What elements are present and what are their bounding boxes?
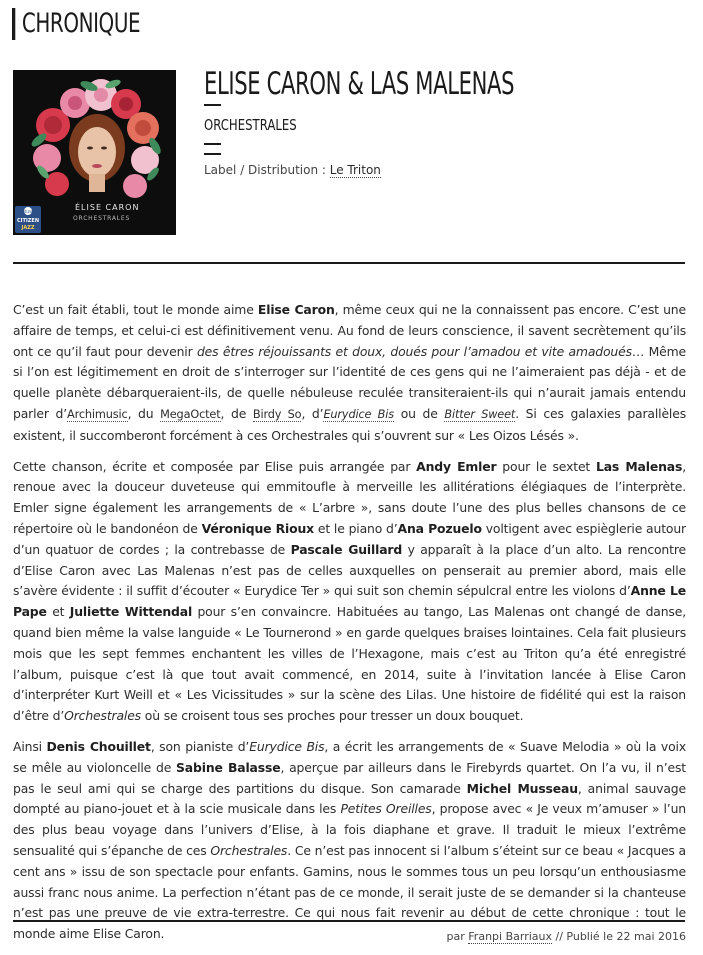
text-run: , du: [127, 405, 161, 421]
band-name-italic: Eurydice Bis: [249, 738, 325, 754]
musician-name: Andy Emler: [416, 458, 497, 474]
text-run: , même ceux qui ne la connaissent pas encore. C’est une affaire de temps, et celui-ci est définitivement venu. Au fond de leurs conscience, il savent secrètement qu’ils ont ce qu’il faut pour devenir: [13, 302, 686, 359]
album-subtitle: ORCHESTRALES: [204, 116, 297, 134]
text-run: . Si ces galaxies parallèles existent, il succomberont forcément à ces Orchestrales qui s’ouvrent sur « Les Oizos Lésés ».: [13, 405, 686, 443]
badge-bottom-text: JAZZ: [21, 225, 35, 231]
text-run: et le piano d’: [314, 520, 398, 536]
musician-name: Denis Chouillet: [46, 738, 151, 754]
quote-italic: des êtres réjouissants et doux, doués pour l’amadou et vite amadoués: [196, 343, 632, 359]
paragraph-2: [13, 457, 686, 727]
author-link[interactable]: Franpi Barriaux: [468, 930, 552, 943]
publish-date: // Publié le 22 mai 2016: [552, 930, 686, 943]
badge-middle-text: CITIZEN: [16, 218, 40, 224]
text-run: . Ce n’est pas innocent si l’album s’éteint sur ce beau « Jacques a cent ans » issu de son spectacle pour enfants. Gamins, nous le sommes tous un peu lorsqu’un enthousiasme aussi franc nous anime. La perfection n’étant pas de ce monde, il serait juste de se demander si la chanteuse n’est pas une preuve de vie extra-terrestre. Ce qui nous fait revenir au début de cette chronique : tout le monde aime Elise Caron.: [13, 842, 686, 942]
text-run: où se croisent tous ses proches pour tresser un doux bouquet.: [140, 708, 524, 724]
musician-name: Véronique Rioux: [201, 520, 314, 536]
text-run: Ainsi: [13, 738, 47, 754]
album-cover-art: [13, 70, 176, 235]
text-run: , a écrit les arrangements de « Suave Melodia » où la voix se mêle au violoncelle de: [13, 738, 687, 775]
text-run: , animal sauvage dompté au piano-jouet et à la scie musicale dans les: [13, 780, 686, 817]
cover-album-text: ORCHESTRALES: [73, 215, 131, 222]
band-name-italic: Petites Oreilles: [340, 801, 432, 817]
album-cover[interactable]: [13, 70, 176, 235]
label-link[interactable]: Le Triton: [329, 163, 381, 177]
section-heading: CHRONIQUE: [12, 8, 140, 40]
link-bitter-sweet[interactable]: Bitter Sweet: [444, 407, 516, 421]
text-run: … Même si l’on est légitimement en droit de s’interroger sur l’identité de ces gens qui ne l’aimeraient pas déjà - et de quelle planète débarqueraient-ils, de quelle nébuleuse reculée transiteraient-ils qui n’aurait jamais entendu parler d’: [13, 343, 686, 421]
album-name-italic: Orchestrales: [210, 842, 288, 858]
link-birdy-so[interactable]: Birdy So: [252, 407, 302, 421]
text-run: , aperçue par ailleurs dans le Firebyrds quartet. On l’a vu, il n’est pas le seul ami qui se charge des partitions du disque. Son camarade: [13, 759, 686, 796]
label-prefix: Label / Distribution :: [204, 163, 330, 177]
text-run: , propose avec « Je veux m’amuser » l’un des plus beau voyage dans l’univers d’Elise, à la fois diaphane et grave. Il traduit le mieux l’extrême sensualité qui s’épanche de ces: [13, 801, 687, 858]
label-distribution: [204, 163, 381, 177]
subtitle-divider-2: [204, 153, 221, 155]
cover-artist-text: ÉLISE CARON: [75, 203, 140, 212]
musician-name: Pascale Guillard: [290, 541, 403, 557]
band-name: Las Malenas: [595, 458, 683, 474]
link-megaoctet[interactable]: MegaOctet: [160, 407, 221, 421]
paragraph-3: [13, 737, 686, 945]
subtitle-divider-1: [204, 143, 221, 145]
text-run: voltigent avec espièglerie autour d’un quatuor de cordes ; la contrebasse de: [13, 520, 686, 557]
link-eurydice-bis[interactable]: Eurydice Bis: [323, 407, 395, 421]
text-run: C’est un fait établi, tout le monde aime: [13, 302, 258, 317]
album-title: ELISE CARON & LAS MALENAS: [204, 66, 515, 102]
text-run: , d’: [301, 405, 324, 421]
byline-prefix: par: [446, 930, 469, 943]
text-run: , son pianiste d’: [150, 738, 250, 754]
musician-name: Sabine Balasse: [176, 759, 281, 775]
title-divider: [204, 104, 221, 106]
musician-name: Michel Musseau: [466, 780, 578, 796]
text-run: y apparaît à la place d’un alto. La rencontre d’Elise Caron avec Las Malenas n’est pas de celles auxquelles on penserait au premier abord, mais elle s’avère évidente : il suffit d’écouter « Eurydice Ter » qui suit son chemin sépulcral entre les violons d’: [13, 541, 686, 599]
header-rule: [13, 262, 685, 264]
album-name-italic: Orchestrales: [64, 708, 141, 724]
musician-name: Juliette Wittendal: [69, 604, 193, 620]
musician-name: Anne Le Pape: [13, 583, 686, 620]
link-archimusic[interactable]: Archimusic: [67, 407, 128, 421]
text-run: , renoue avec la douceur duveteuse qui emmitoufle à merveille les allitérations élégiaques de l’interprète. Emler signe également les arrangements de « L’arbre », sans doute l’une des plus belles chansons de ce répertoire où le bandonéon de: [13, 458, 686, 536]
text-run: , de: [220, 405, 253, 421]
artist-name: Elise Caron: [257, 302, 335, 317]
footer-rule: [13, 920, 685, 922]
article-body: [13, 300, 686, 955]
text-run: pour s’en convaincre. Habituées au tango, Las Malenas ont changé de danse, quand bien même la valse languide « Le Tournerond » en garde quelques braises lointaines. Cela fait plusieurs mois que les sept femmes enchantent les villes de l’Hexagone, mais c’est au Triton qu’a été enregistré l’album, puisque c’est là que tout avait commencé, en 2014, suite à l’invitation lancée à Elise Caron d’interpréter Kurt Weill et « Les Vicissitudes » sur la scène des Lilas. Une histoire de fidélité qui est la raison d’être d’: [13, 604, 687, 724]
byline: [447, 930, 686, 943]
musician-name: Ana Pozuelo: [397, 520, 482, 536]
text-run: et: [46, 604, 70, 620]
paragraph-1: [13, 300, 686, 447]
citizen-jazz-badge: [15, 206, 41, 233]
text-run: ou de: [394, 405, 445, 421]
text-run: Cette chanson, écrite et composée par Elise puis arrangée par: [13, 458, 417, 474]
badge-top-text: citizen: [21, 209, 35, 214]
text-run: pour le sextet: [496, 458, 596, 474]
